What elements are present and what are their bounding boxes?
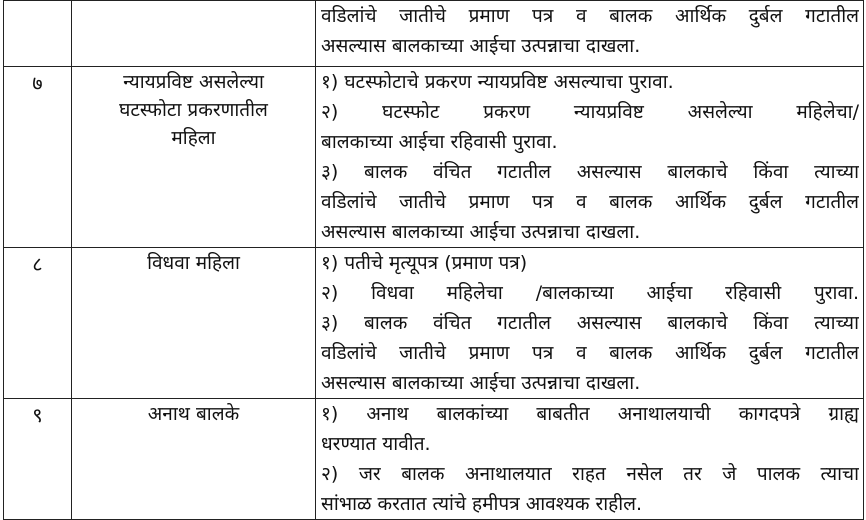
- document-line: १) पतीचे मृत्यूपत्र (प्रमाण पत्र): [321, 252, 528, 274]
- documents-cell: [316, 399, 864, 520]
- serial-number-cell: [4, 67, 72, 248]
- serial-number-cell: [4, 248, 72, 399]
- documents-cell: [316, 67, 864, 248]
- document-line: सांभाळ करतात त्यांचे हमीपत्र आवश्यक राहील.: [321, 493, 643, 515]
- document-line: धरण्यात यावीत.: [321, 433, 431, 455]
- category-line: घटस्फोटा प्रकरणातील: [119, 99, 268, 121]
- table-row: [4, 67, 864, 248]
- document-line: असल्यास बालकाच्या आईचा उत्पन्नाचा दाखला.: [321, 221, 641, 243]
- table-row: [4, 399, 864, 520]
- document-line: १) अनाथ बालकांच्या बाबतीत अनाथालयाची कागदपत्रे ग्राह्य: [321, 403, 859, 425]
- document-line: असल्यास बालकाच्या आईचा उत्पन्नाचा दाखला.: [321, 372, 641, 394]
- table-body: [4, 1, 864, 520]
- documents-cell: [316, 248, 864, 399]
- category-cell: [72, 399, 316, 520]
- document-line: बालकाच्या आईचा रहिवासी पुरावा.: [321, 131, 558, 153]
- document-line: २) विधवा महिलेचा /बालकाच्या आईचा रहिवासी पुरावा.: [321, 282, 859, 304]
- category-line: न्यायप्रविष्ट असलेल्या: [123, 71, 264, 93]
- document-line: वडिलांचे जातीचे प्रमाण पत्र व बालक आर्थिक दुर्बल गटातील: [321, 191, 859, 213]
- eligibility-documents-table: [3, 0, 864, 520]
- document-line: २) जर बालक अनाथालयात राहत नसेल तर जे पालक त्याचा: [321, 463, 859, 485]
- category-cell: [72, 248, 316, 399]
- document-line: असल्यास बालकाच्या आईचा उत्पन्नाचा दाखला.: [321, 35, 641, 57]
- serial-number: ७: [32, 71, 43, 95]
- document-line: ३) बालक वंचित गटातील असल्यास बालकाचे किंवा त्याच्या: [321, 161, 859, 183]
- category-line: विधवा महिला: [147, 252, 240, 274]
- documents-cell: [316, 1, 864, 67]
- category-cell: [72, 1, 316, 67]
- document-line: ३) बालक वंचित गटातील असल्यास बालकाचे किंवा त्याच्या: [321, 312, 859, 334]
- category-line: अनाथ बालके: [147, 403, 240, 425]
- table-row: [4, 1, 864, 67]
- serial-number-cell: [4, 399, 72, 520]
- document-line: २) घटस्फोट प्रकरण न्यायप्रविष्ट असलेल्या महिलेचा/: [321, 101, 859, 123]
- table-row: [4, 248, 864, 399]
- serial-number: ८: [32, 252, 43, 276]
- serial-number-cell: [4, 1, 72, 67]
- document-line: वडिलांचे जातीचे प्रमाण पत्र व बालक आर्थिक दुर्बल गटातील: [321, 342, 859, 364]
- category-line: महिला: [171, 127, 216, 149]
- category-cell: [72, 67, 316, 248]
- document-line: १) घटस्फोटाचे प्रकरण न्यायप्रविष्ट असल्याचा पुरावा.: [321, 71, 674, 93]
- document-line: वडिलांचे जातीचे प्रमाण पत्र व बालक आर्थिक दुर्बल गटातील: [321, 5, 859, 27]
- serial-number: ९: [32, 403, 43, 427]
